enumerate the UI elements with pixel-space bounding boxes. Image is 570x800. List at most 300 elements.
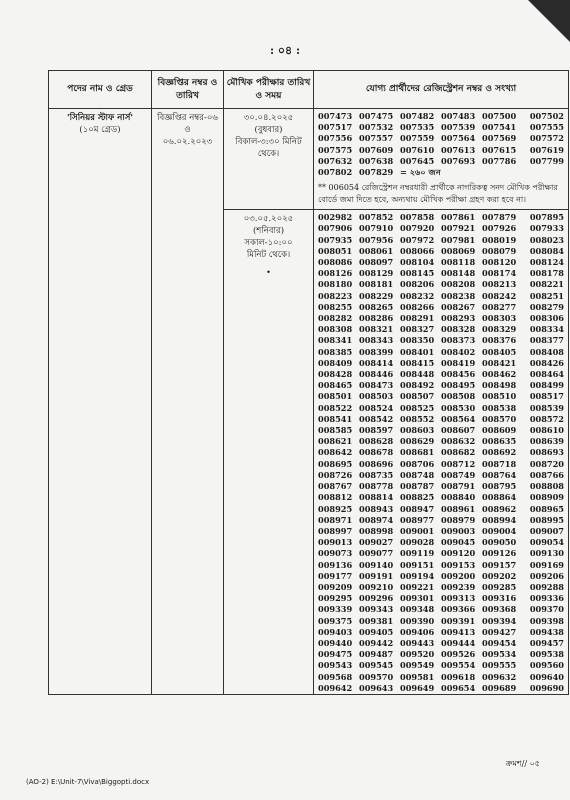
- registration-number: 008621: [318, 436, 353, 447]
- registration-number: 009221: [400, 581, 435, 592]
- header-circular: বিজ্ঞপ্তির নম্বর ও তারিখ: [152, 71, 224, 109]
- registration-number: 008343: [359, 335, 394, 346]
- registration-number: 008749: [441, 469, 476, 480]
- registration-number: 007920: [400, 223, 435, 234]
- registration-number: 009050: [482, 537, 517, 548]
- registration-number: 007619: [529, 144, 564, 155]
- registration-number: 007858: [400, 212, 435, 223]
- registration-number: 009560: [529, 660, 564, 671]
- registration-number: 007972: [400, 234, 435, 245]
- viva-cell-1: [224, 109, 314, 210]
- registration-number: 007632: [318, 155, 353, 166]
- registration-number: 008446: [359, 369, 394, 380]
- viva-day-2: (শনিবার): [252, 226, 285, 237]
- viva-time-2a: সকাল-১০:০০: [244, 238, 293, 249]
- registration-number: 008097: [359, 257, 394, 268]
- registration-number: 007802: [318, 167, 353, 178]
- registration-number: 008607: [441, 425, 476, 436]
- registration-number: 009438: [529, 626, 564, 637]
- registration-number: 009169: [529, 559, 564, 570]
- registration-number: 009520: [400, 649, 435, 660]
- registration-number: 008328: [441, 324, 476, 335]
- registration-number: 008778: [359, 481, 394, 492]
- registration-number: 009390: [400, 615, 435, 626]
- circular-number: বিজ্ঞপ্তির নম্বর-০৬: [157, 113, 218, 123]
- registration-number: 008603: [400, 425, 435, 436]
- registration-number: 008610: [529, 425, 564, 436]
- viva-time-1: বিকাল-৩:৩০ মিনিট থেকে।: [235, 137, 302, 159]
- registration-number: 008530: [441, 402, 476, 413]
- registration-number: 009689: [482, 682, 517, 693]
- registration-number: 008414: [359, 357, 394, 368]
- registration-number: 008051: [318, 245, 353, 256]
- registration-number: 008495: [441, 380, 476, 391]
- registration-number: 008764: [482, 469, 517, 480]
- registration-number: 009618: [441, 671, 476, 682]
- registration-number: 009120: [441, 548, 476, 559]
- registration-number: 009285: [482, 581, 517, 592]
- registration-number: 009007: [529, 525, 564, 536]
- registration-number: 008508: [441, 391, 476, 402]
- registration-number: 008522: [318, 402, 353, 413]
- registration-number: 009348: [400, 604, 435, 615]
- registration-number: 007645: [400, 155, 435, 166]
- total-count: = ২৬০ জন: [400, 167, 441, 178]
- registration-number: 008265: [359, 301, 394, 312]
- registration-number: 008748: [400, 469, 435, 480]
- registration-number: 008628: [359, 436, 394, 447]
- registration-number: 008350: [400, 335, 435, 346]
- session-row-1: [49, 109, 569, 210]
- registration-number: 009526: [441, 649, 476, 660]
- registration-number: 008965: [529, 503, 564, 514]
- registration-number: 008334: [529, 324, 564, 335]
- registration-number: 009440: [318, 637, 353, 648]
- registration-number: 007575: [318, 144, 353, 155]
- registration-number: 009534: [482, 649, 517, 660]
- registration-number: 008609: [482, 425, 517, 436]
- registration-number: 007935: [318, 234, 353, 245]
- header-candidates: যোগ্য প্রার্থীদের রেজিস্ট্রেশন নম্বর ও সংখ্যা: [314, 71, 569, 109]
- registration-number: 008145: [400, 268, 435, 279]
- registration-number: 008994: [482, 514, 517, 525]
- registration-last-row: [318, 167, 564, 178]
- registration-number: 008943: [359, 503, 394, 514]
- registration-number: 009366: [441, 604, 476, 615]
- candidate-table: [48, 70, 569, 695]
- registration-number: 008373: [441, 335, 476, 346]
- registration-number: 008507: [400, 391, 435, 402]
- registration-number: 008066: [400, 245, 435, 256]
- registration-number: 008720: [529, 458, 564, 469]
- registration-number: 007852: [359, 212, 394, 223]
- registration-number: 009004: [482, 525, 517, 536]
- registration-number: 008974: [359, 514, 394, 525]
- registration-number: 007535: [400, 122, 435, 133]
- registration-number: 009077: [359, 548, 394, 559]
- registration-number: 008291: [400, 313, 435, 324]
- registration-number: 009654: [441, 682, 476, 693]
- registration-number: 008517: [529, 391, 564, 402]
- numbers-cell-2: [314, 210, 569, 695]
- registration-number: 008629: [400, 436, 435, 447]
- registration-number: 008864: [482, 492, 517, 503]
- registration-number: 008255: [318, 301, 353, 312]
- registration-number: 008525: [400, 402, 435, 413]
- registration-number: 008118: [441, 257, 476, 268]
- registration-number: 008308: [318, 324, 353, 335]
- registration-number: 007539: [441, 122, 476, 133]
- registration-number: 009406: [400, 626, 435, 637]
- registration-number: 008597: [359, 425, 394, 436]
- registration-number: 008079: [482, 245, 517, 256]
- registration-number: 009549: [400, 660, 435, 671]
- bullet-mark: •: [266, 268, 271, 278]
- registration-number: 009405: [359, 626, 394, 637]
- registration-number: 009194: [400, 570, 435, 581]
- registration-number: 007541: [482, 122, 517, 133]
- registration-number: 009643: [359, 682, 394, 693]
- registration-number: 008223: [318, 290, 353, 301]
- registration-number: 008692: [482, 447, 517, 458]
- registration-number: 008266: [400, 301, 435, 312]
- registration-number: 009442: [359, 637, 394, 648]
- registration-number: 007926: [482, 223, 517, 234]
- registration-number: 008766: [529, 469, 564, 480]
- registration-number: 008735: [359, 469, 394, 480]
- registration-number: 008303: [482, 313, 517, 324]
- registration-number: 007906: [318, 223, 353, 234]
- registration-number: 007482: [400, 111, 435, 121]
- registration-number: 008120: [482, 257, 517, 268]
- registration-number: 009001: [400, 525, 435, 536]
- registration-number: 008787: [400, 481, 435, 492]
- registration-number: 008293: [441, 313, 476, 324]
- registration-number: 009130: [529, 548, 564, 559]
- registration-number: 007613: [441, 144, 476, 155]
- registration-number: 009487: [359, 649, 394, 660]
- registration-number: 008524: [359, 402, 394, 413]
- registration-number: 008998: [359, 525, 394, 536]
- registration-number: 008538: [482, 402, 517, 413]
- viva-date-1: ৩০.০৪.২০২৫: [243, 113, 294, 123]
- registration-number: 009632: [482, 671, 517, 682]
- registration-number: 007532: [359, 122, 394, 133]
- registration-number: 008242: [482, 290, 517, 301]
- registration-grid-2: [318, 212, 564, 694]
- registration-number: 008126: [318, 268, 353, 279]
- post-cell: [49, 109, 152, 695]
- registration-number: 008542: [359, 413, 394, 424]
- registration-number: 009568: [318, 671, 353, 682]
- registration-number: 008642: [318, 447, 353, 458]
- page-number: : ০৪ :: [269, 44, 301, 57]
- registration-number: 008428: [318, 369, 353, 380]
- corner-mark: [528, 0, 570, 42]
- registration-number: 009126: [482, 548, 517, 559]
- registration-number: 008718: [482, 458, 517, 469]
- registration-number: 008961: [441, 503, 476, 514]
- registration-number: 007483: [441, 111, 476, 121]
- registration-number: 008682: [441, 447, 476, 458]
- registration-number: 002982: [318, 212, 353, 223]
- registration-number: 009457: [529, 637, 564, 648]
- registration-number: 008812: [318, 492, 353, 503]
- registration-number: 008129: [359, 268, 394, 279]
- registration-number: 009368: [482, 604, 517, 615]
- registration-number: 009570: [359, 671, 394, 682]
- registration-number: 008238: [441, 290, 476, 301]
- registration-number: 007895: [529, 212, 564, 223]
- registration-number: 008572: [529, 413, 564, 424]
- registration-number: 009288: [529, 581, 564, 592]
- registration-number: 009313: [441, 593, 476, 604]
- registration-number: 008181: [359, 279, 394, 290]
- registration-number: 007921: [441, 223, 476, 234]
- registration-number: 007933: [529, 223, 564, 234]
- registration-number: 008286: [359, 313, 394, 324]
- registration-number: 007610: [400, 144, 435, 155]
- registration-number: 008510: [482, 391, 517, 402]
- registration-number: 008696: [359, 458, 394, 469]
- viva-time-2b: মিনিট থেকে।: [246, 250, 291, 261]
- registration-number: 008503: [359, 391, 394, 402]
- registration-number: 009555: [482, 660, 517, 671]
- registration-number: 008104: [400, 257, 435, 268]
- file-path: (AO-2) E:\Unit-7\Viva\Biggopti.docx: [26, 778, 150, 786]
- registration-number: 008492: [400, 380, 435, 391]
- registration-number: 009640: [529, 671, 564, 682]
- registration-number: 008462: [482, 369, 517, 380]
- registration-number: 008564: [441, 413, 476, 424]
- registration-number: 008925: [318, 503, 353, 514]
- registration-grid-1: [318, 111, 564, 167]
- registration-number: 008180: [318, 279, 353, 290]
- header-viva: মৌখিক পরীক্ষার তারিখ ও সময়: [224, 71, 314, 109]
- registration-number: 009381: [359, 615, 394, 626]
- registration-number: 009140: [359, 559, 394, 570]
- registration-number: 008061: [359, 245, 394, 256]
- registration-number: 007569: [482, 133, 517, 144]
- registration-number: 008767: [318, 481, 353, 492]
- registration-number: 007956: [359, 234, 394, 245]
- registration-number: 008178: [529, 268, 564, 279]
- registration-number: 008023: [529, 234, 564, 245]
- registration-number: 008401: [400, 346, 435, 357]
- registration-number: 008464: [529, 369, 564, 380]
- citizenship-note: ** 006054 রেজিস্ট্রেশন নম্বরধারী প্রার্থীকে নাগরিকত্ব সনদ মৌখিক পরীক্ষার বোর্ডে জমা দিতে হবে, অন্যথায় মৌখিক পরীক্ষা গ্রহণ করা হবে না।: [318, 183, 558, 205]
- registration-number: 008541: [318, 413, 353, 424]
- registration-number: 008995: [529, 514, 564, 525]
- registration-number: 008419: [441, 357, 476, 368]
- registration-number: 008632: [441, 436, 476, 447]
- registration-number: 009545: [359, 660, 394, 671]
- registration-number: 008084: [529, 245, 564, 256]
- registration-number: 008321: [359, 324, 394, 335]
- registration-number: 008124: [529, 257, 564, 268]
- registration-number: 008208: [441, 279, 476, 290]
- circular-date: ০৬.০২.২০২৩: [162, 137, 213, 147]
- registration-number: 007829: [359, 167, 394, 178]
- registration-number: 007615: [482, 144, 517, 155]
- registration-number: 009316: [482, 593, 517, 604]
- viva-cell-2: [224, 210, 314, 695]
- registration-number: 007475: [359, 111, 394, 121]
- numbers-cell-1: [314, 109, 569, 210]
- registration-number: 008814: [359, 492, 394, 503]
- registration-number: 008267: [441, 301, 476, 312]
- registration-number: 008962: [482, 503, 517, 514]
- registration-number: 008086: [318, 257, 353, 268]
- registration-number: 008229: [359, 290, 394, 301]
- registration-number: 008306: [529, 313, 564, 324]
- registration-number: 009153: [441, 559, 476, 570]
- registration-number: 008069: [441, 245, 476, 256]
- registration-number: 009454: [482, 637, 517, 648]
- registration-number: 008795: [482, 481, 517, 492]
- registration-number: 009336: [529, 593, 564, 604]
- continued-label: ক্রমশ// ০৫: [505, 759, 540, 768]
- registration-number: 008399: [359, 346, 394, 357]
- registration-number: 007799: [529, 155, 564, 166]
- registration-number: 008019: [482, 234, 517, 245]
- registration-number: 009003: [441, 525, 476, 536]
- registration-number: 008282: [318, 313, 353, 324]
- registration-number: 008376: [482, 335, 517, 346]
- registration-number: 009151: [400, 559, 435, 570]
- registration-number: 008552: [400, 413, 435, 424]
- registration-number: 007638: [359, 155, 394, 166]
- registration-number: 008840: [441, 492, 476, 503]
- registration-number: 009177: [318, 570, 353, 581]
- registration-number: 009136: [318, 559, 353, 570]
- registration-number: 007500: [482, 111, 517, 121]
- registration-number: 009343: [359, 604, 394, 615]
- registration-number: 007473: [318, 111, 353, 121]
- registration-number: 008585: [318, 425, 353, 436]
- table-header: [49, 71, 569, 109]
- registration-number: 008791: [441, 481, 476, 492]
- viva-day-1: (বুধবার): [254, 125, 283, 135]
- registration-number: 009370: [529, 604, 564, 615]
- registration-number: 009444: [441, 637, 476, 648]
- registration-number: 008148: [441, 268, 476, 279]
- registration-number: 007981: [441, 234, 476, 245]
- registration-number: 009027: [359, 537, 394, 548]
- registration-number: 007564: [441, 133, 476, 144]
- viva-date-2: ০৩.০৫.২০২৫: [243, 214, 294, 225]
- registration-number: 009239: [441, 581, 476, 592]
- registration-number: 007517: [318, 122, 353, 133]
- registration-number: 008327: [400, 324, 435, 335]
- registration-number: 009013: [318, 537, 353, 548]
- registration-number: 007693: [441, 155, 476, 166]
- registration-number: 008405: [482, 346, 517, 357]
- registration-number: 009339: [318, 604, 353, 615]
- registration-number: 008997: [318, 525, 353, 536]
- registration-number: 008213: [482, 279, 517, 290]
- registration-number: 009200: [441, 570, 476, 581]
- registration-number: 008402: [441, 346, 476, 357]
- registration-number: 009581: [400, 671, 435, 682]
- registration-number: 008232: [400, 290, 435, 301]
- registration-number: 008377: [529, 335, 564, 346]
- registration-number: 008499: [529, 380, 564, 391]
- registration-number: 009543: [318, 660, 353, 671]
- registration-number: 009045: [441, 537, 476, 548]
- registration-number: 009375: [318, 615, 353, 626]
- registration-number: 008726: [318, 469, 353, 480]
- registration-number: 009206: [529, 570, 564, 581]
- registration-number: 009398: [529, 615, 564, 626]
- registration-number: 008909: [529, 492, 564, 503]
- registration-number: 008947: [400, 503, 435, 514]
- registration-number: 008409: [318, 357, 353, 368]
- registration-number: 009413: [441, 626, 476, 637]
- registration-number: 009119: [400, 548, 435, 559]
- registration-number: 009649: [400, 682, 435, 693]
- registration-number: 008277: [482, 301, 517, 312]
- registration-number: 008693: [529, 447, 564, 458]
- registration-number: 008678: [359, 447, 394, 458]
- registration-number: 008329: [482, 324, 517, 335]
- registration-number: 008971: [318, 514, 353, 525]
- registration-number: 007559: [400, 133, 435, 144]
- registration-number: 007609: [359, 144, 394, 155]
- registration-number: 008221: [529, 279, 564, 290]
- registration-number: 008712: [441, 458, 476, 469]
- registration-number: 007910: [359, 223, 394, 234]
- registration-number: 007502: [529, 111, 564, 121]
- registration-number: 008174: [482, 268, 517, 279]
- registration-number: 008498: [482, 380, 517, 391]
- registration-number: 007556: [318, 133, 353, 144]
- post-grade: (১০ম গ্রেড): [79, 125, 121, 135]
- registration-number: 009073: [318, 548, 353, 559]
- registration-number: 008251: [529, 290, 564, 301]
- registration-number: 009427: [482, 626, 517, 637]
- registration-number: 009210: [359, 581, 394, 592]
- registration-number: 009642: [318, 682, 353, 693]
- registration-number: 008448: [400, 369, 435, 380]
- circular-and: ও: [184, 125, 191, 135]
- registration-number: 008706: [400, 458, 435, 469]
- registration-number: 008808: [529, 481, 564, 492]
- registration-number: 009301: [400, 593, 435, 604]
- registration-number: 009475: [318, 649, 353, 660]
- registration-number: 008456: [441, 369, 476, 380]
- registration-number: 009028: [400, 537, 435, 548]
- registration-number: 009295: [318, 593, 353, 604]
- registration-number: 008415: [400, 357, 435, 368]
- registration-number: 008426: [529, 357, 564, 368]
- registration-number: 009403: [318, 626, 353, 637]
- registration-number: 008421: [482, 357, 517, 368]
- registration-number: 008695: [318, 458, 353, 469]
- registration-number: 008501: [318, 391, 353, 402]
- registration-number: 009394: [482, 615, 517, 626]
- registration-number: 007861: [441, 212, 476, 223]
- registration-number: 009191: [359, 570, 394, 581]
- registration-number: 008539: [529, 402, 564, 413]
- header-post: পদের নাম ও গ্রেড: [49, 71, 152, 109]
- registration-number: 009054: [529, 537, 564, 548]
- registration-number: 008206: [400, 279, 435, 290]
- registration-number: 008385: [318, 346, 353, 357]
- registration-number: 008570: [482, 413, 517, 424]
- post-name: 'সিনিয়র স্টাফ নার্স': [67, 113, 133, 123]
- circular-cell: [152, 109, 224, 695]
